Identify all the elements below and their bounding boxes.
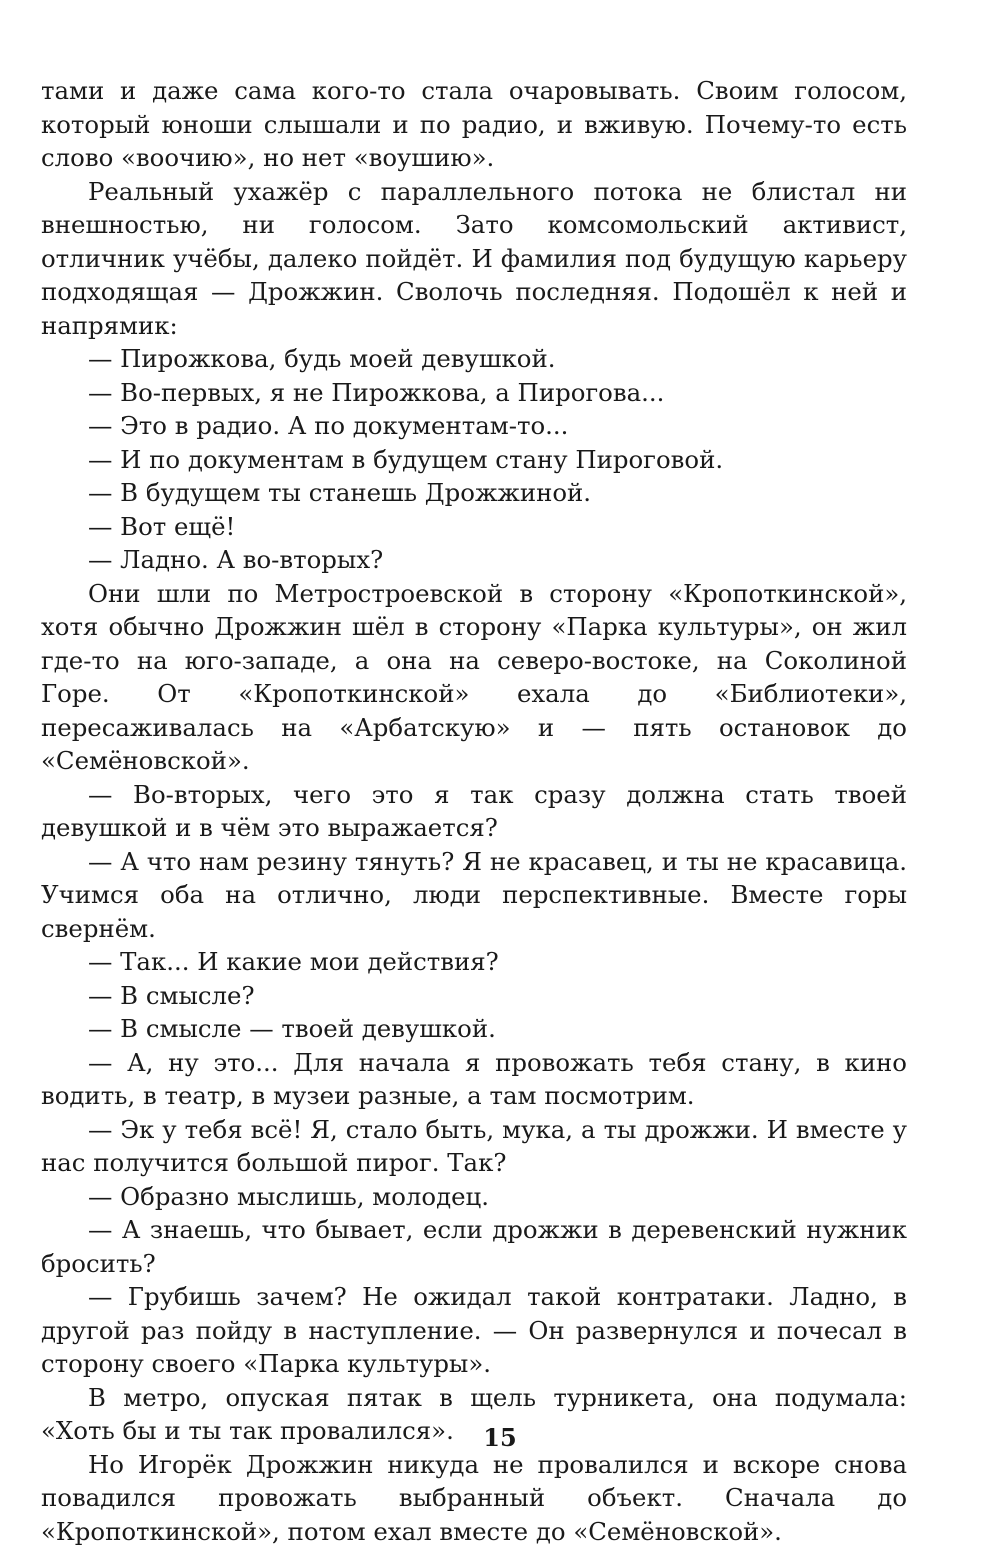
dialogue-line: — Пирожкова, будь моей девушкой.: [41, 342, 907, 376]
book-page-text: [41, 74, 907, 1548]
dialogue-line: — И по документам в будущем стану Пироговой.: [41, 443, 907, 477]
dialogue-line: — Грубишь зачем? Не ожидал такой контратаки. Ладно, в другой раз пойду в наступление. — Он развернулся и почесал в сторону своего «Парка культуры».: [41, 1280, 907, 1381]
dialogue-line: — Ладно. А во-вторых?: [41, 543, 907, 577]
dialogue-line: — А, ну это... Для начала я провожать тебя стану, в кино водить, в театр, в музеи разные, а там посмотрим.: [41, 1046, 907, 1113]
paragraph: Реальный ухажёр с параллельного потока не блистал ни внешностью, ни голосом. Зато комсомольский активист, отличник учёбы, далеко пойдёт. И фамилия под будущую карьеру подходящая — Дрожжин. Сволочь последняя. Подошёл к ней и напрямик:: [41, 175, 907, 343]
paragraph: В метро, опуская пятак в щель турникета, она подумала: «Хоть бы и ты так провалился».: [41, 1381, 907, 1448]
paragraph: тами и даже сама кого-то стала очаровывать. Своим голосом, который юноши слышали и по радио, и вживую. Почему-то есть слово «воочию», но нет «воушию».: [41, 74, 907, 175]
paragraph: Они шли по Метростроевской в сторону «Кропоткинской», хотя обычно Дрожжин шёл в сторону «Парка культуры», он жил где-то на юго-западе, а она на северо-востоке, на Соколиной Горе. От «Кропоткинской» ехала до «Библиотеки», пересаживалась на «Арбатскую» и — пять остановок до «Семёновской».: [41, 577, 907, 778]
dialogue-line: — В смысле — твоей девушкой.: [41, 1012, 907, 1046]
dialogue-line: — Вот ещё!: [41, 510, 907, 544]
dialogue-line: — Образно мыслишь, молодец.: [41, 1180, 907, 1214]
dialogue-line: — А знаешь, что бывает, если дрожжи в деревенский нужник бросить?: [41, 1213, 907, 1280]
page-number: 15: [0, 1423, 1000, 1453]
dialogue-line: — В смысле?: [41, 979, 907, 1013]
dialogue-line: — А что нам резину тянуть? Я не красавец, и ты не красавица. Учимся оба на отлично, люди перспективные. Вместе горы свернём.: [41, 845, 907, 946]
dialogue-line: — Во-вторых, чего это я так сразу должна стать твоей девушкой и в чём это выражается?: [41, 778, 907, 845]
dialogue-line: — В будущем ты станешь Дрожжиной.: [41, 476, 907, 510]
dialogue-line: — Во-первых, я не Пирожкова, а Пирогова...: [41, 376, 907, 410]
dialogue-line: — Так... И какие мои действия?: [41, 945, 907, 979]
dialogue-line: — Эк у тебя всё! Я, стало быть, мука, а ты дрожжи. И вместе у нас получится большой пирог. Так?: [41, 1113, 907, 1180]
paragraph: Но Игорёк Дрожжин никуда не провалился и вскоре снова повадился провожать выбранный объект. Сначала до «Кропоткинской», потом ехал вместе до «Семёновской».: [41, 1448, 907, 1548]
dialogue-line: — Это в радио. А по документам-то...: [41, 409, 907, 443]
